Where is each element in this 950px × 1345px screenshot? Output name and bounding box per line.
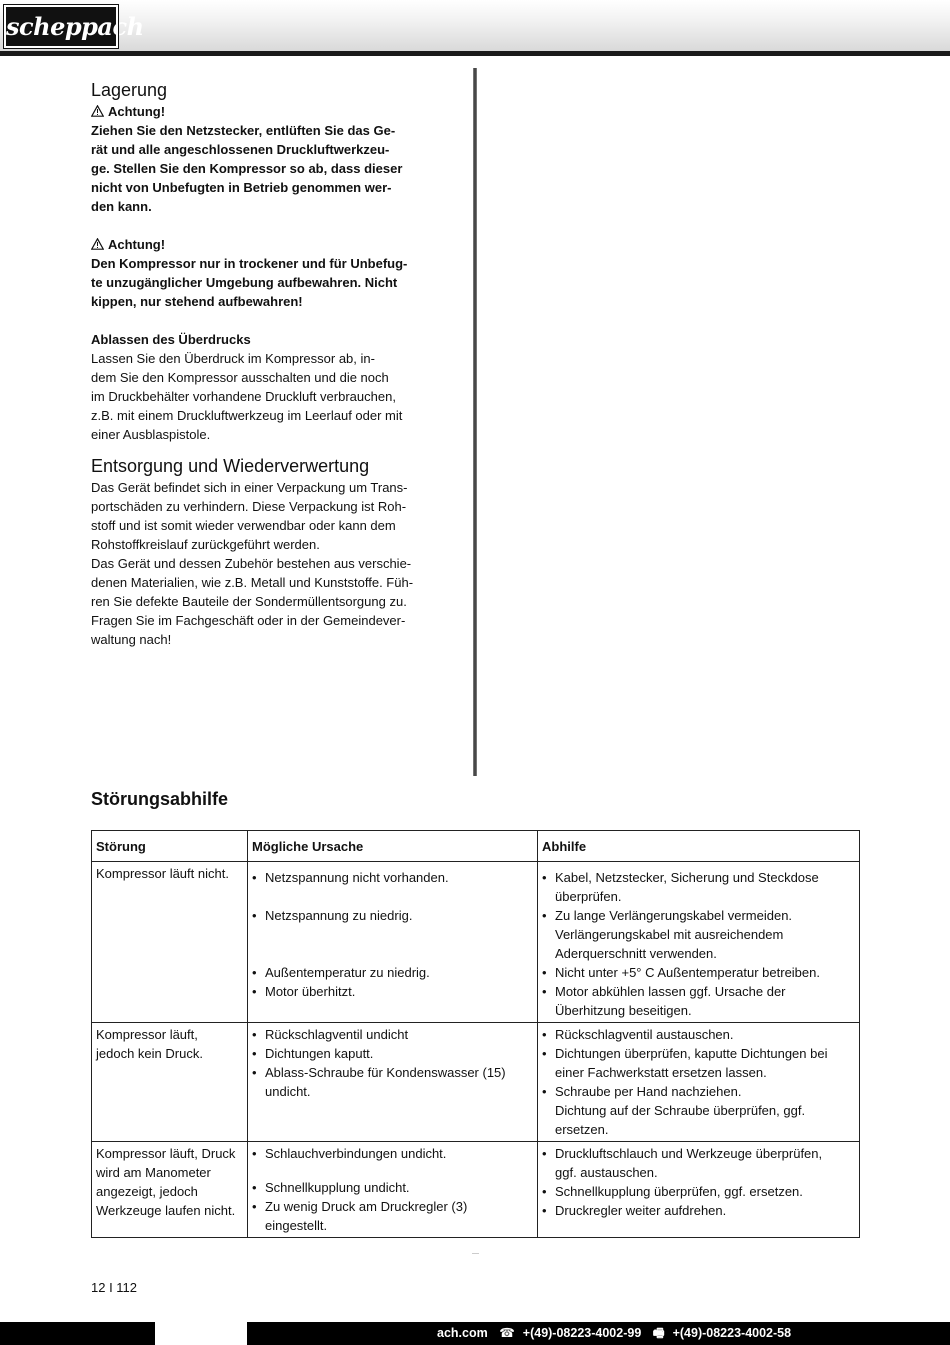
list-item: • Druckregler weiter aufdrehen.: [542, 1201, 855, 1220]
phone-icon: ☎: [499, 1326, 515, 1340]
warning-1-text: Ziehen Sie den Netzstecker, entlüften Sie das Ge- rät und alle angeschlossenen Druckluftwerkzeu- ge. Stellen Sie den Kompressor so ab, dass dieser nicht von Unbefugten in Betrieb genommen wer- den kann.: [91, 123, 403, 214]
phone-number: +(49)-08223-4002-99: [522, 1326, 642, 1340]
remedy-cell: [538, 862, 860, 1023]
list-item: • Motor abkühlen lassen ggf. Ursache der Überhitzung beseitigen.: [542, 982, 855, 1020]
warning-2-text: Den Kompressor nur in trockener und für Unbefug- te unzugänglicher Umgebung aufbewahren. Nicht kippen, nur stehend aufbewahren!: [91, 256, 408, 309]
list-item: • Schnellkupplung undicht.: [252, 1178, 533, 1197]
cause-cell: [248, 862, 538, 1023]
list-item: • Netzspannung nicht vorhanden.: [252, 868, 533, 887]
list-item: • Motor überhitzt.: [252, 982, 533, 1001]
warning-2-label: Achtung!: [91, 235, 430, 254]
list-item: • Ablass-Schraube für Kondenswasser (15) undicht.: [252, 1063, 533, 1101]
list-item: • Außentemperatur zu niedrig.: [252, 963, 533, 982]
table-row: [92, 1023, 860, 1142]
column-header-cause: Mögliche Ursache: [248, 831, 538, 862]
list-item: • Nicht unter +5° C Außentemperatur betreiben.: [542, 963, 855, 982]
list-item: • Druckluftschlauch und Werkzeuge überprüfen, ggf. austauschen.: [542, 1144, 855, 1182]
column-header-remedy: Abhilfe: [538, 831, 860, 862]
remedy-cell: [538, 1023, 860, 1142]
list-item: • Dichtungen kaputt.: [252, 1044, 533, 1063]
page-number: 12 I 112: [91, 1280, 138, 1295]
table-row: [92, 1142, 860, 1238]
scheppach-logo: scheppach: [4, 5, 118, 48]
divider-mark: [472, 1253, 479, 1254]
website-link[interactable]: ach.com: [437, 1326, 488, 1340]
fault-cell: Kompressor läuft, Druck wird am Manometer angezeigt, jedoch Werkzeuge laufen nicht.: [92, 1142, 248, 1238]
release-pressure-heading: Ablassen des Überdrucks: [91, 332, 251, 347]
cause-cell: [248, 1142, 538, 1238]
table-header-row: [92, 831, 860, 862]
list-item: • Rückschlagventil undicht: [252, 1025, 533, 1044]
column-divider: [473, 68, 477, 776]
list-item: • Netzspannung zu niedrig.: [252, 906, 533, 925]
cause-cell: [248, 1023, 538, 1142]
list-item: • Zu wenig Druck am Druckregler (3) eingestellt.: [252, 1197, 533, 1235]
list-item: • Schlauchverbindungen undicht.: [252, 1144, 533, 1163]
list-item: • Kabel, Netzstecker, Sicherung und Steckdose überprüfen.: [542, 868, 855, 906]
storage-heading: Lagerung: [91, 80, 168, 100]
header-bar: [0, 0, 950, 56]
troubleshooting-table: [91, 830, 860, 1238]
footer-white-block: [155, 1322, 247, 1345]
footer-bar: [0, 1322, 950, 1345]
list-item: • Rückschlagventil austauschen.: [542, 1025, 855, 1044]
fault-cell: Kompressor läuft nicht.: [92, 862, 248, 1023]
list-item: • Schnellkupplung überprüfen, ggf. ersetzen.: [542, 1182, 855, 1201]
left-column: [91, 78, 430, 649]
list-item: • Dichtungen überprüfen, kaputte Dichtungen bei einer Fachwerkstatt ersetzen lassen.: [542, 1044, 855, 1082]
disposal-heading: Entsorgung und Wiederverwertung: [91, 456, 370, 476]
warning-1-label: Achtung!: [91, 102, 430, 121]
remedy-cell: [538, 1142, 860, 1238]
fax-number: +(49)-08223-4002-58: [672, 1326, 792, 1340]
fax-icon: 🖷: [652, 1326, 665, 1340]
footer-contact: [437, 1322, 799, 1345]
list-item: • Schraube per Hand nachziehen. Dichtung auf der Schraube überprüfen, ggf. ersetzen.: [542, 1082, 855, 1139]
disposal-text: Das Gerät befindet sich in einer Verpackung um Trans- portschäden zu verhindern. Diese Verpackung ist Roh- stoff und ist somit wieder verwendbar oder kann dem Rohstoffkreislauf zurückgeführt werden. Das Gerät und dessen Zubehör bestehen aus verschie- denen Materialien, wie z.B. Metall und Kunststoffe. Füh- ren Sie defekte Bauteile der Sondermüllentsorgung zu. Fragen Sie im Fachgeschäft oder in der Gemeindever- waltung nach!: [91, 480, 414, 647]
troubleshooting-heading: Störungsabhilfe: [91, 789, 229, 809]
warning-triangle-icon: [91, 238, 104, 250]
fault-cell: Kompressor läuft, jedoch kein Druck.: [92, 1023, 248, 1142]
release-pressure-text: Lassen Sie den Überdruck im Kompressor ab, in- dem Sie den Kompressor ausschalten und die noch im Druckbehälter vorhandene Druckluft verbrauchen, z.B. mit einem Druckluftwerkzeug im Leerlauf oder mit einer Ausblaspistole.: [91, 351, 403, 442]
warning-triangle-icon: [91, 105, 104, 117]
list-item: • Zu lange Verlängerungskabel vermeiden. Verlängerungskabel mit ausreichendem Aderquerschnitt verwenden.: [542, 906, 855, 963]
table-row: [92, 862, 860, 1023]
column-header-fault: Störung: [92, 831, 248, 862]
